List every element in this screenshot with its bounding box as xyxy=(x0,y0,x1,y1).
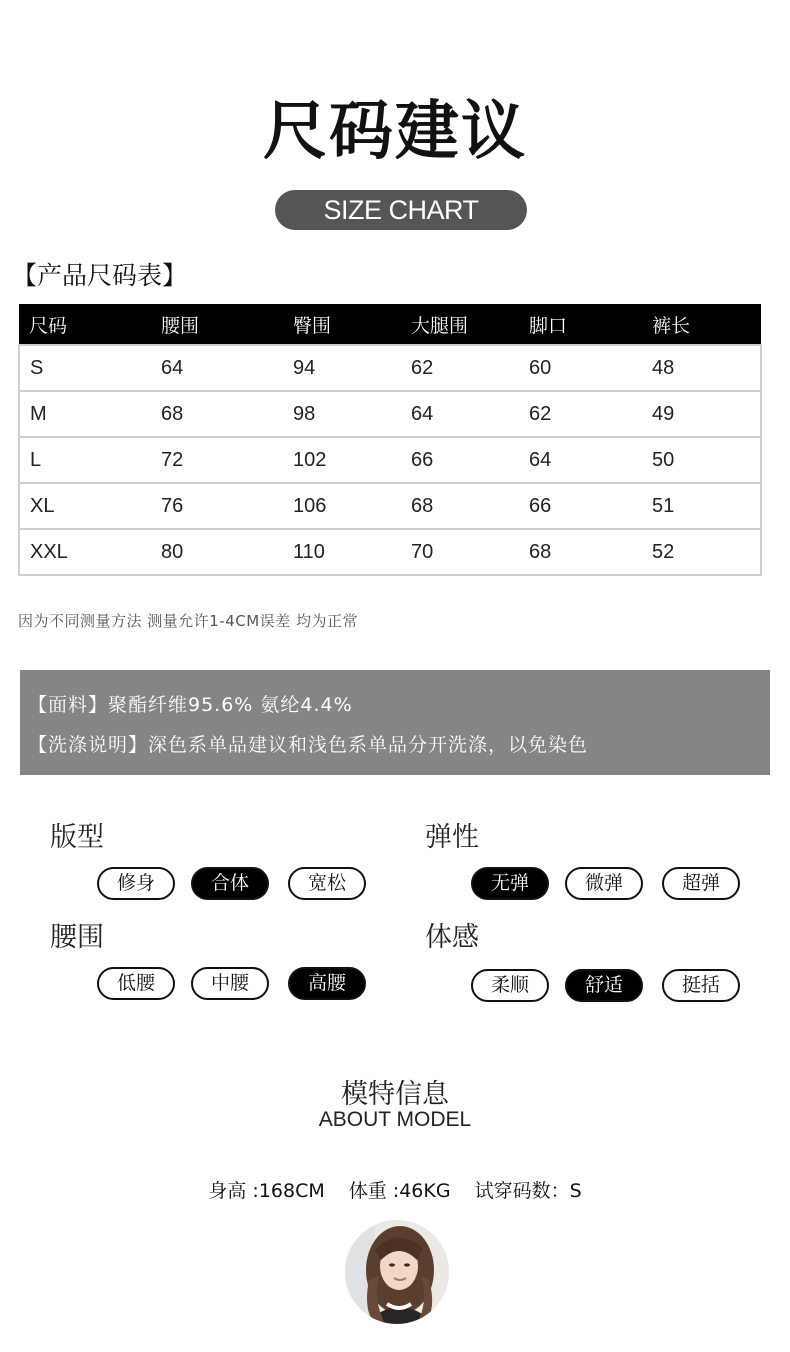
attr-label-waist: 腰围 xyxy=(50,922,104,953)
table-cell: 76 xyxy=(151,483,283,529)
column-header: 脚口 xyxy=(519,304,642,345)
fabric-info-band xyxy=(20,670,770,775)
chip-feel-option: 挺括 xyxy=(662,969,740,1002)
table-cell: 49 xyxy=(642,391,761,437)
chip-feel-option: 柔顺 xyxy=(471,969,549,1002)
table-cell: 68 xyxy=(151,391,283,437)
column-header: 腰围 xyxy=(151,304,283,345)
attr-label-fit: 版型 xyxy=(50,822,104,853)
table-cell: 66 xyxy=(519,483,642,529)
table-cell: 70 xyxy=(401,529,519,575)
model-trial-size: 试穿码数：S xyxy=(474,1180,582,1202)
model-info-subtitle: ABOUT MODEL xyxy=(318,1108,472,1131)
table-cell: 64 xyxy=(401,391,519,437)
table-cell: M xyxy=(19,391,151,437)
attr-label-feel: 体感 xyxy=(425,922,479,953)
table-cell: L xyxy=(19,437,151,483)
model-weight: 体重 :46KG xyxy=(348,1180,451,1202)
table-cell: 64 xyxy=(519,437,642,483)
table-cell: 62 xyxy=(519,391,642,437)
table-cell: 62 xyxy=(401,345,519,391)
model-info-title: 模特信息 xyxy=(341,1079,449,1110)
fabric-material: 【面料】聚酯纤维95.6% 氨纶4.4% xyxy=(28,694,353,716)
table-cell: S xyxy=(19,345,151,391)
washing-instructions: 【洗涤说明】深色系单品建议和浅色系单品分开洗涤，以免染色 xyxy=(28,734,589,756)
chip-fit-option: 合体 xyxy=(191,867,269,900)
model-portrait-image xyxy=(345,1220,449,1324)
table-cell: 68 xyxy=(401,483,519,529)
table-cell: 72 xyxy=(151,437,283,483)
table-cell: 51 xyxy=(642,483,761,529)
table-cell: 64 xyxy=(151,345,283,391)
chip-waist-option: 低腰 xyxy=(97,967,175,1000)
chip-elasticity-option: 无弹 xyxy=(471,867,549,900)
table-row xyxy=(19,529,761,575)
table-cell: 110 xyxy=(283,529,401,575)
chip-waist-option: 高腰 xyxy=(288,967,366,1000)
size-chart-badge: SIZE CHART xyxy=(275,190,527,230)
column-header: 尺码 xyxy=(19,304,151,345)
table-cell: 68 xyxy=(519,529,642,575)
column-header: 大腿围 xyxy=(401,304,519,345)
chip-fit-option: 修身 xyxy=(97,867,175,900)
chip-feel-option: 舒适 xyxy=(565,969,643,1002)
chip-waist-option: 中腰 xyxy=(191,967,269,1000)
table-cell: 50 xyxy=(642,437,761,483)
page-title: 尺码建议 xyxy=(263,95,527,169)
chip-elasticity-option: 超弹 xyxy=(662,867,740,900)
table-cell: XL xyxy=(19,483,151,529)
chip-fit-option: 宽松 xyxy=(288,867,366,900)
table-cell: 52 xyxy=(642,529,761,575)
table-cell: 102 xyxy=(283,437,401,483)
table-cell: 94 xyxy=(283,345,401,391)
table-row xyxy=(19,345,761,391)
size-table xyxy=(18,304,762,576)
column-header: 臀围 xyxy=(283,304,401,345)
table-cell: 106 xyxy=(283,483,401,529)
table-caption: 【产品尺码表】 xyxy=(12,261,188,290)
table-cell: 80 xyxy=(151,529,283,575)
attr-label-elasticity: 弹性 xyxy=(425,822,479,853)
table-cell: 98 xyxy=(283,391,401,437)
table-row xyxy=(19,437,761,483)
table-cell: 66 xyxy=(401,437,519,483)
table-row xyxy=(19,483,761,529)
table-row xyxy=(19,391,761,437)
column-header: 裤长 xyxy=(642,304,761,345)
table-cell: 48 xyxy=(642,345,761,391)
table-cell: 60 xyxy=(519,345,642,391)
table-header-row xyxy=(19,304,761,345)
model-stats xyxy=(0,1176,790,1203)
table-cell: XXL xyxy=(19,529,151,575)
measurement-note: 因为不同测量方法 测量允许1-4CM误差 均为正常 xyxy=(18,612,358,630)
model-avatar xyxy=(345,1220,449,1324)
chip-elasticity-option: 微弹 xyxy=(565,867,643,900)
model-height: 身高 :168CM xyxy=(208,1180,325,1202)
